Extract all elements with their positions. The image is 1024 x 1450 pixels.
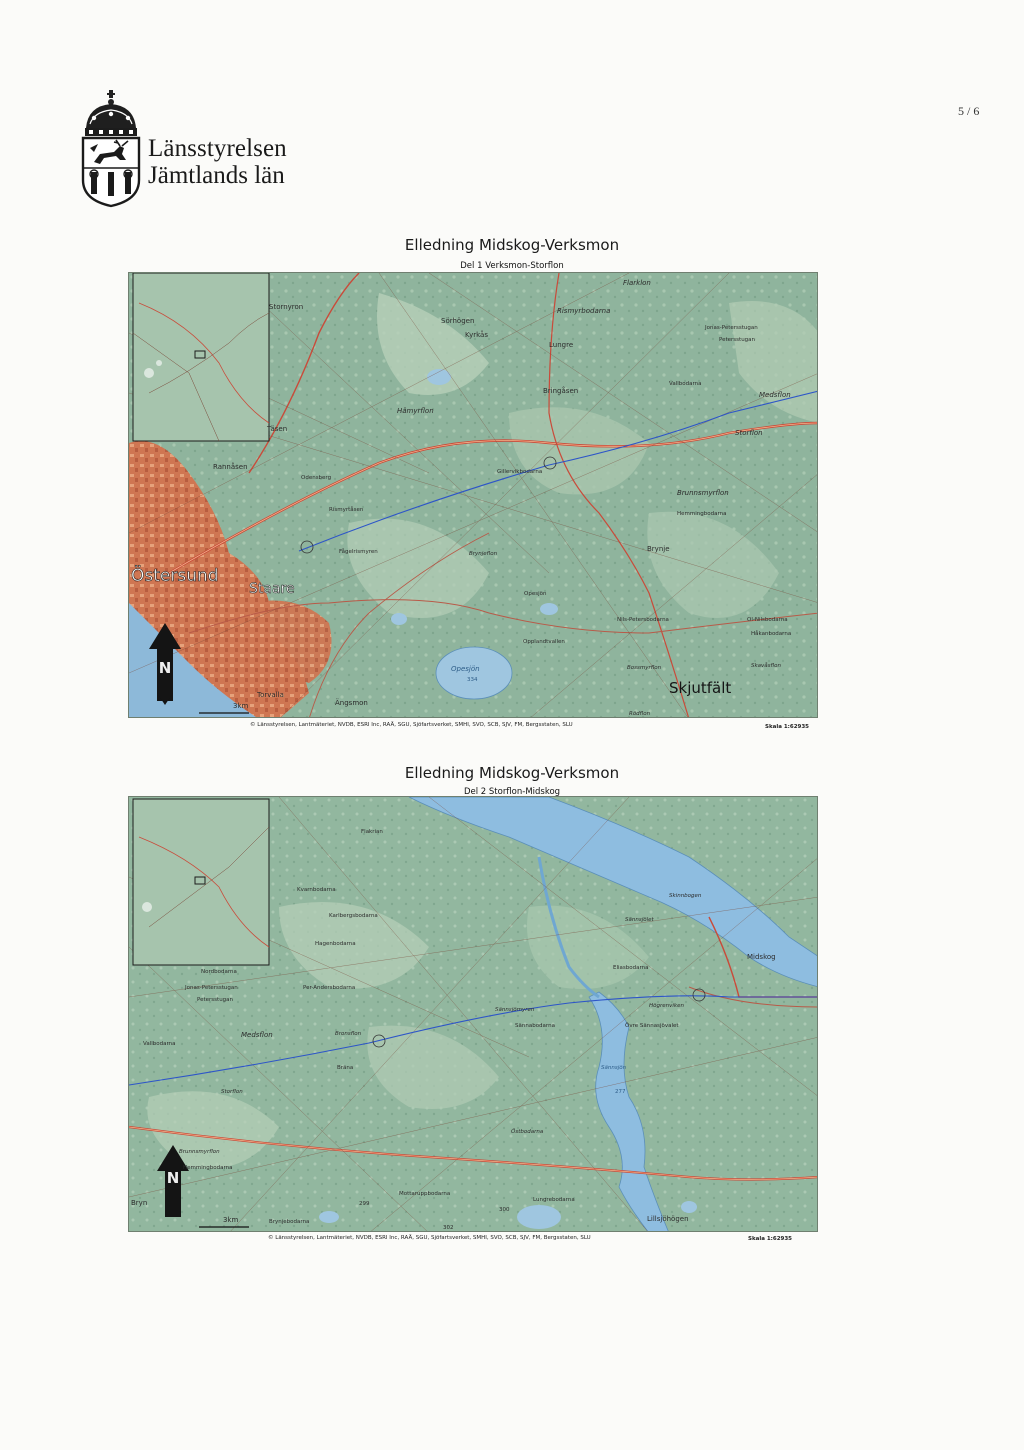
place-label: Medsflon: [759, 391, 791, 399]
place-label: Brynje: [647, 545, 670, 553]
place-label: Storflon: [735, 429, 763, 437]
place-label: Skinnbogen: [669, 893, 702, 899]
place-label: Hagenbodarna: [315, 941, 356, 947]
place-label: Nordbodarna: [201, 969, 237, 975]
map2-scale: Skala 1:62935: [748, 1236, 793, 1242]
place-label: Täsen: [267, 425, 288, 433]
place-label: Lungre: [549, 341, 574, 349]
map1-credit: © Länsstyrelsen, Lantmäteriet, NVDB, ESRI Inc, RAÄ, SGU, Sjöfartsverket, SMHI, SVO, SCB, SJV, FM, Bergsstaten, SLU: [250, 722, 573, 728]
place-label: Bryn: [131, 1199, 148, 1207]
place-label: Flakrian: [361, 829, 383, 835]
place-label: Brynjebodarna: [269, 1219, 310, 1225]
place-label: Ol-Nilsbodarna: [747, 617, 788, 623]
place-label: Nils-Petersbodarna: [617, 617, 669, 623]
place-label: Flarklon: [623, 279, 651, 287]
place-label: 299: [359, 1201, 370, 1207]
place-label: Bräna: [337, 1065, 354, 1071]
place-label: Mottaruppbodarna: [399, 1191, 451, 1197]
place-label: Midskog: [747, 953, 776, 961]
map2-subtitle: Del 2 Storflon-Midskog: [463, 787, 561, 797]
place-label: Brunnsmyrflon: [179, 1149, 220, 1155]
place-label: Högrenviken: [649, 1003, 684, 1009]
place-label: Bronsflon: [335, 1031, 362, 1037]
map1-canvas[interactable]: [129, 273, 818, 718]
place-label: Skavåsflon: [751, 663, 781, 669]
place-label: Hemmingbodarna: [183, 1165, 233, 1171]
place-label: 277: [615, 1089, 626, 1095]
place-label: Bringåsen: [543, 387, 579, 395]
place-label: Stornyron: [269, 303, 304, 311]
place-label: Rödflon: [629, 711, 651, 717]
place-label: Eliasbodarna: [613, 965, 649, 971]
place-label: Jonas-Petersstugan: [705, 325, 758, 331]
place-label: 300: [499, 1207, 510, 1213]
map1-subtitle: Del 1 Verksmon-Storflon: [460, 261, 564, 271]
place-label: Jonas-Petersstugan: [185, 985, 238, 991]
place-label: Torvalla: [257, 691, 284, 699]
map1-scale-bar-label: 3km: [233, 702, 249, 710]
place-label: Sännsjölet: [625, 917, 654, 923]
map2-credit: © Länsstyrelsen, Lantmäteriet, NVDB, ESRI Inc, RAÄ, SGU, Sjöfartsverket, SMHI, SVO, SCB, SJV, FM, Bergsstaten, SLU: [268, 1235, 591, 1241]
map1-scale: Skala 1:62935: [765, 724, 810, 730]
map2-title: Elledning Midskog-Verksmon: [404, 764, 620, 782]
place-label: Brynjeflon: [469, 551, 498, 557]
place-label: Kyrkås: [465, 331, 488, 339]
place-label: Lungrebodarna: [533, 1197, 575, 1203]
place-label: Sörhögen: [441, 317, 475, 325]
place-label: Håkanbodarna: [751, 631, 792, 637]
map1-frame[interactable]: [128, 272, 818, 718]
place-label: Opplandtvallen: [523, 639, 565, 645]
place-label: Skjutfält: [669, 679, 732, 697]
place-label: Opesjön: [451, 665, 480, 673]
place-label: Lillsjöhögen: [647, 1215, 689, 1223]
place-label: Vallbodarna: [143, 1041, 176, 1047]
letterhead: [80, 88, 360, 208]
coat-of-arms-logo: [80, 88, 142, 208]
place-label: Gillervikbodarna: [497, 469, 543, 475]
place-label: Petersstugan: [197, 997, 234, 1003]
place-label: Karlbergsbodarna: [329, 913, 378, 919]
org-name: Länsstyrelsen: [148, 135, 287, 162]
place-label: Petersstugan: [719, 337, 756, 343]
place-label: Östersund: [131, 566, 219, 586]
place-label: Rannåsen: [213, 463, 248, 471]
place-label: Odensberg: [301, 475, 332, 481]
org-county: Jämtlands län: [148, 162, 285, 189]
place-label: Fågelrismyren: [339, 549, 378, 555]
map2-frame[interactable]: [128, 796, 818, 1232]
place-label: Ängsmon: [335, 699, 368, 707]
place-label: 302: [443, 1225, 454, 1231]
map2-scale-bar-label: 3km: [223, 1216, 239, 1224]
place-label: Bossmyrflon: [627, 665, 662, 671]
place-label: 334: [467, 677, 478, 683]
map2-canvas[interactable]: [129, 797, 818, 1232]
place-label: Kvarnbodarna: [297, 887, 336, 893]
place-label: Opesjön: [524, 591, 547, 597]
map2-north-label: N: [166, 1169, 180, 1187]
place-label: Brunnsmyrflon: [677, 489, 729, 497]
place-label: Staare: [249, 581, 295, 597]
place-label: Medsflon: [241, 1031, 273, 1039]
place-label: Övre Sännasjövalet: [625, 1023, 679, 1029]
place-label: Östbodarna: [511, 1129, 544, 1135]
place-label: Storflon: [221, 1089, 243, 1095]
place-label: Sännsjömyren: [495, 1007, 535, 1013]
place-label: Sännabodarna: [515, 1023, 555, 1029]
place-label: Rismyrtåsen: [329, 507, 364, 513]
map1-title: Elledning Midskog-Verksmon: [404, 236, 620, 254]
place-label: Vallbodarna: [669, 381, 702, 387]
page-number: 5 / 6: [958, 104, 980, 118]
place-label: Rismyrbodarna: [557, 307, 611, 315]
place-label: Per-Andersbodarna: [303, 985, 356, 991]
place-label: Hemmingbodarna: [677, 511, 727, 517]
place-label: Hämyrflon: [397, 407, 434, 415]
map1-north-label: N: [158, 659, 172, 677]
place-label: Sännsjön: [601, 1065, 627, 1071]
